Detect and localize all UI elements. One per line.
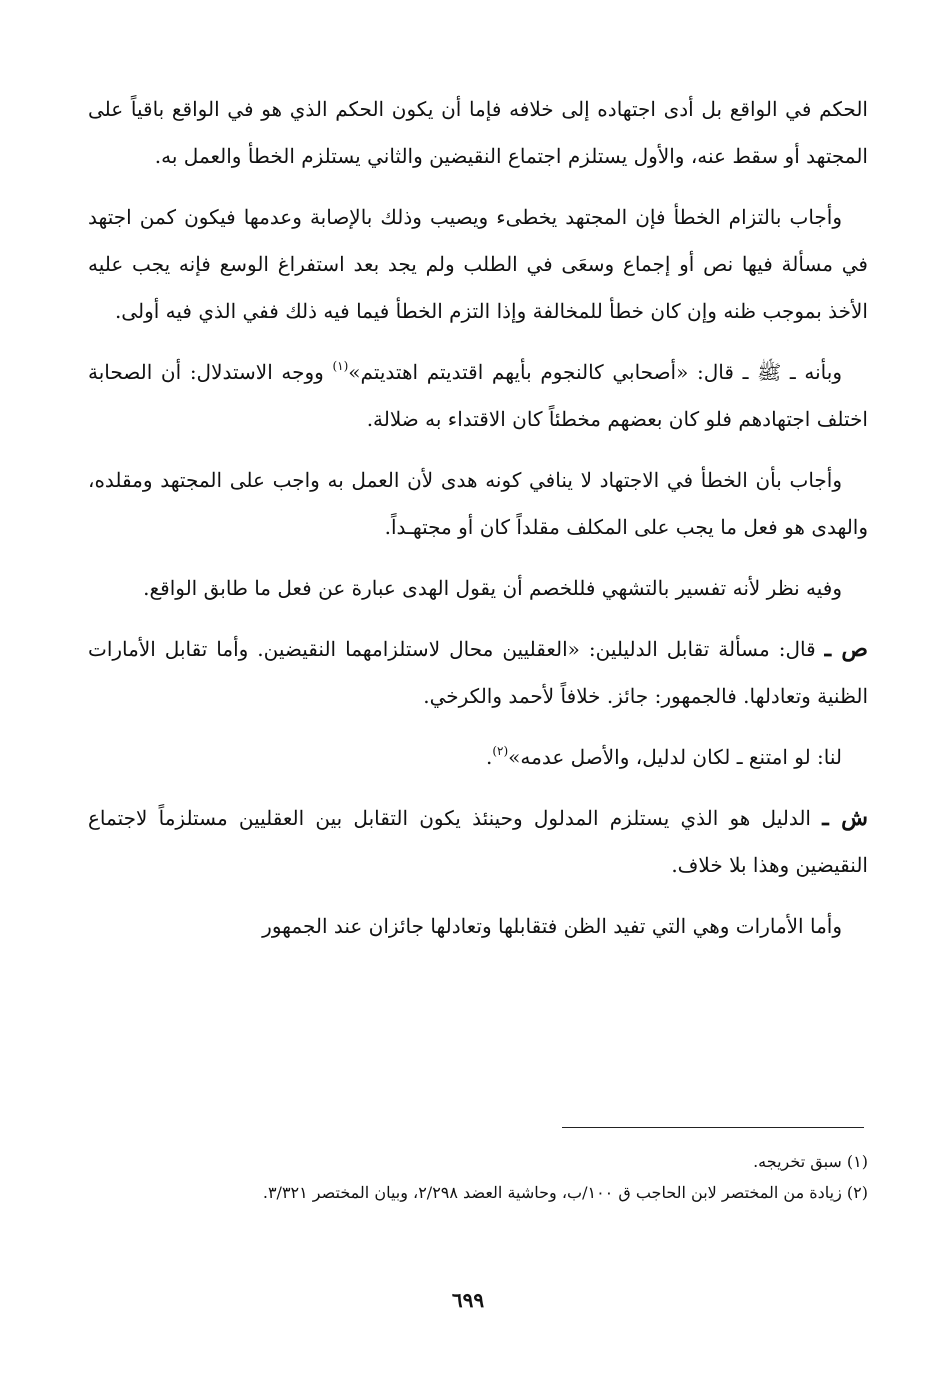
paragraph-2: وأجاب بالتزام الخطأ فإن المجتهد يخطىء ويصيب وذلك بالإصابة وعدمها فيكون كمن اجتهد في مسألة فيها نص أو إجماع وسعَى في الطلب ولم يجد بعد استفراغ الوسع فإنه يجب عليه الأخذ بموجب ظنه وإن كان خطأ للمخالفة وإذا التزم الخطأ فيما فيه ذلك ففي الذي فيه أولى. — [88, 205, 868, 323]
section-marker-shin: ش ـ — [822, 805, 868, 831]
paragraph-6 — [88, 626, 868, 720]
paragraph-5: وفيه نظر لأنه تفسير بالتشهي فللخصم أن يقول الهدى عبارة عن فعل ما طابق الواقع. — [143, 576, 842, 600]
paragraph-3-text-before: وبأنه ـ ﷺ ـ قال: «أصحابي كالنجوم بأيهم اقتديتم اهتديتم» — [348, 360, 842, 384]
paragraph-8-text: الدليل هو الذي يستلزم المدلول وحينئذ يكون التقابل بين العقليين مستلزماً لاجتماع النقيضين وهذا بلا خلاف. — [88, 806, 868, 877]
footnote-2 — [88, 1177, 868, 1208]
footnote-2-number: (٢) — [846, 1183, 868, 1202]
footnote-2-text: زيادة من المختصر لابن الحاجب ق ١٠٠/ب، وحاشية العضد ٢/٢٩٨، وبيان المختصر ٣/٣٢١. — [262, 1183, 842, 1202]
paragraph-3 — [88, 349, 868, 443]
paragraph-9: وأما الأمارات وهي التي تفيد الظن فتقابلها وتعادلها جائزان عند الجمهور — [262, 914, 842, 938]
page-number: ٦٩٩ — [451, 1288, 485, 1312]
paragraph-7 — [88, 734, 868, 781]
paragraph-4: وأجاب بأن الخطأ في الاجتهاد لا ينافي كونه هدى لأن العمل به واجب على المجتهد ومقلده، والهدى هو فعل ما يجب على المكلف مقلداً كان أو مجتهـداً. — [88, 468, 868, 539]
footnote-1 — [88, 1146, 868, 1177]
footnote-ref-2: (٢) — [492, 744, 509, 758]
paragraph-8 — [88, 795, 868, 889]
footnote-1-number: (١) — [846, 1152, 868, 1171]
paragraph-7-text-after: . — [485, 745, 493, 769]
paragraph-7-text-before: لنا: لو امتنع ـ لكان لدليل، والأصل عدمه» — [508, 745, 842, 769]
footnote-1-text: سبق تخريجه. — [753, 1152, 842, 1171]
footnote-divider — [562, 1127, 864, 1128]
main-text — [88, 86, 868, 964]
paragraph-3-text-after: ووجه الاستدلال: أن الصحابة اختلف اجتهادهم فلو كان بعضهم مخطئاً كان الاقتداء به ضلالة. — [88, 360, 868, 431]
footnote-ref-1: (١) — [332, 359, 349, 373]
paragraph-1: الحكم في الواقع بل أدى اجتهاده إلى خلافه فإما أن يكون الحكم الذي هو في الواقع باقياً على المجتهد أو سقط عنه، والأول يستلزم اجتماع النقيضين والثاني يستلزم الخطأ والعمل به. — [88, 97, 868, 168]
section-marker-sad: ص ـ — [824, 636, 868, 662]
paragraph-6-text: قال: مسألة تقابل الدليلين: «العقليين محال لاستلزامهما النقيضين. وأما تقابل الأمارات الظنية وتعادلها. فالجمهور: جائز. خلافاً لأحمد والكرخي. — [88, 637, 868, 708]
footnotes — [88, 1146, 868, 1208]
